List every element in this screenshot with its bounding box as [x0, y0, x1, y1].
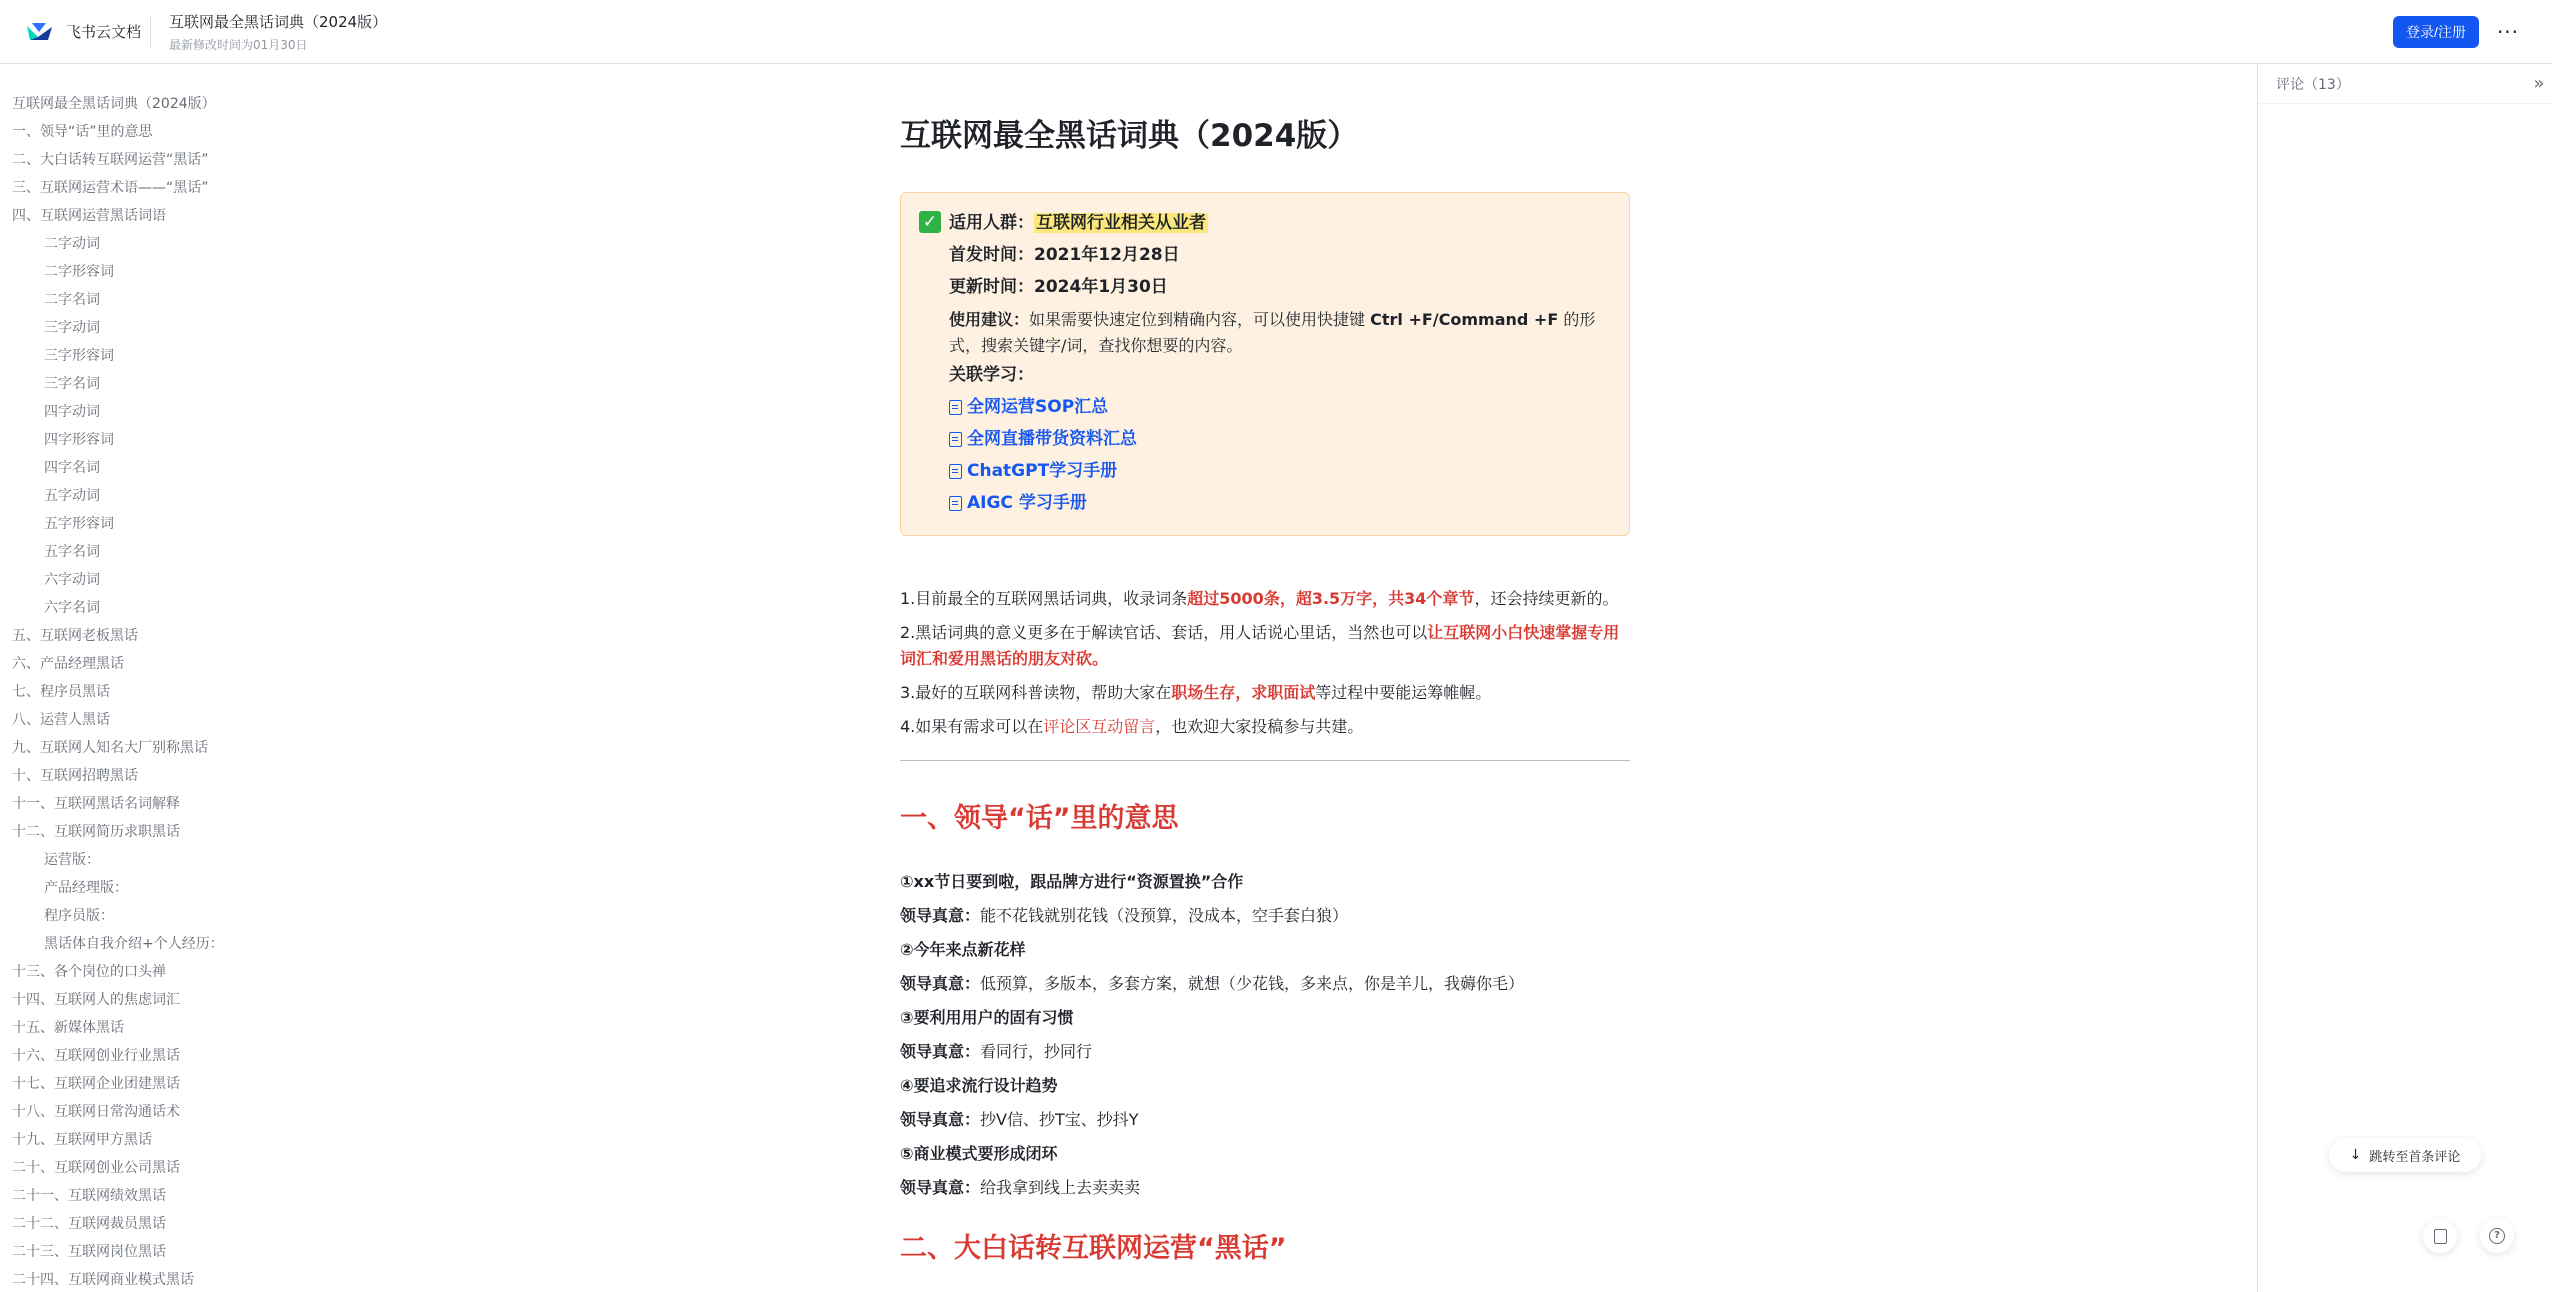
check-box-icon: ✓: [919, 211, 941, 233]
document-link-icon: [949, 496, 962, 511]
outline-item[interactable]: 运营版：: [44, 852, 100, 868]
qa-question: ①xx节日要到啦，跟品牌方进行“资源置换”合作: [900, 872, 1244, 891]
outline-item[interactable]: 五字形容词: [44, 516, 114, 532]
outline-item[interactable]: 五、互联网老板黑话: [12, 628, 138, 644]
outline-item[interactable]: 产品经理版：: [44, 880, 128, 896]
jump-to-first-comment-button[interactable]: [2329, 1138, 2481, 1172]
outline-item[interactable]: 一、领导“话”里的意思: [12, 124, 153, 140]
answer-label: 领导真意：: [900, 1110, 981, 1129]
intro-list: [900, 586, 1630, 740]
related-link-sop[interactable]: [921, 391, 1609, 423]
text: 3.最好的互联网科普读物，帮助大家在: [900, 683, 1172, 702]
top-header: [0, 0, 2552, 64]
outline-item[interactable]: 二字形容词: [44, 264, 114, 280]
outline-item[interactable]: 五字名词: [44, 544, 100, 560]
outline-item[interactable]: 十六、互联网创业行业黑话: [12, 1048, 180, 1064]
last-modified: 最新修改时间为01月30日: [169, 37, 308, 52]
outline-item[interactable]: 十一、互联网黑话名词解释: [12, 796, 180, 812]
document-body: [900, 100, 1630, 1269]
link-label: ChatGPT学习手册: [967, 461, 1118, 481]
outline-item[interactable]: 二十一、互联网绩效黑话: [12, 1188, 166, 1204]
section-heading-2: 二、大白话转互联网运营“黑话”: [900, 1233, 1287, 1264]
advice-keys: Ctrl +F/Command +F: [1370, 310, 1559, 329]
jump-label: 跳转至首条评论: [2369, 1149, 2461, 1165]
outline-item[interactable]: 二十、互联网创业公司黑话: [12, 1160, 180, 1176]
outline-item[interactable]: 三字动词: [44, 320, 100, 336]
emphasis: 评论区互动留言: [1043, 717, 1156, 736]
outline-item[interactable]: 六、产品经理黑话: [12, 656, 124, 672]
outline-item[interactable]: 六字动词: [44, 572, 100, 588]
answer-label: 领导真意：: [900, 1178, 981, 1197]
callout-audience: [921, 207, 1609, 239]
double-chevron-right-icon[interactable]: »: [2533, 72, 2545, 94]
info-callout: [900, 192, 1630, 536]
document-outline: [0, 90, 300, 1292]
help-button[interactable]: [2480, 1219, 2514, 1253]
document-link-icon: [949, 400, 962, 415]
qa-answer: [900, 903, 1630, 929]
outline-item[interactable]: 十四、互联网人的焦虑词汇: [12, 992, 180, 1008]
emphasis: 超过5000条，超3.5万字，共34个章节: [1187, 589, 1475, 608]
related-link-livestream[interactable]: [921, 423, 1609, 455]
outline-item[interactable]: 互联网最全黑话词典（2024版）: [12, 96, 216, 112]
outline-item[interactable]: 十五、新媒体黑话: [12, 1020, 124, 1036]
update-label: 更新时间：: [949, 277, 1034, 297]
outline-item[interactable]: 四字形容词: [44, 432, 114, 448]
outline-item[interactable]: 黑话体自我介绍+个人经历：: [44, 936, 224, 952]
qa-question: ②今年来点新花样: [900, 940, 1026, 959]
text: 等过程中要能运筹帷幄。: [1315, 683, 1492, 702]
doc-title: 互联网最全黑话词典（2024版）: [169, 12, 388, 31]
section-heading-1: 一、领导“话”里的意思: [900, 803, 1179, 834]
outline-item[interactable]: 四字名词: [44, 460, 100, 476]
document-link-icon: [949, 464, 962, 479]
brand-name: 飞书云文档: [66, 23, 142, 41]
qa-answer: [900, 1039, 1630, 1065]
outline-item[interactable]: 二、大白话转互联网运营“黑话”: [12, 152, 209, 168]
comments-title: 评论（13）: [2276, 76, 2350, 93]
outline-item[interactable]: 二十四、互联网商业模式黑话: [12, 1272, 194, 1288]
related-link-aigc[interactable]: [921, 487, 1609, 519]
intro-item-3: [900, 680, 1630, 706]
login-register-button[interactable]: 登录/注册: [2393, 16, 2479, 48]
first-value: 2021年12月28日: [1034, 245, 1180, 265]
outline-item[interactable]: 四字动词: [44, 404, 100, 420]
audience-value: 互联网行业相关从业者: [1036, 213, 1206, 233]
qa-answer: [900, 971, 1630, 997]
qa-answer: [900, 1175, 1630, 1201]
file-icon: [2434, 1229, 2447, 1244]
brand-area[interactable]: [0, 20, 150, 44]
qa-answer: [900, 1107, 1630, 1133]
outline-item[interactable]: 四、互联网运营黑话词语: [12, 208, 166, 224]
text: ，还会持续更新的。: [1474, 589, 1619, 608]
link-label: 全网运营SOP汇总: [967, 397, 1109, 417]
answer-text: 能不花钱就别花钱（没预算，没成本，空手套白狼）: [980, 906, 1349, 925]
emphasis: 让互联网小白快速掌握专用词汇和爱用黑话的朋友对砍。: [900, 623, 1620, 668]
outline-item[interactable]: 六字名词: [44, 600, 100, 616]
advice-label: 使用建议：: [949, 310, 1030, 329]
answer-label: 领导真意：: [900, 906, 981, 925]
answer-text: 给我拿到线上去卖卖卖: [980, 1178, 1141, 1197]
answer-text: 低预算，多版本，多套方案，就想（少花钱，多来点，你是羊儿，我薅你毛）: [980, 974, 1525, 993]
text: 1.目前最全的互联网黑话词典，收录词条: [900, 589, 1188, 608]
page-title: 互联网最全黑话词典（2024版）: [900, 118, 1359, 154]
outline-item[interactable]: 三字名词: [44, 376, 100, 392]
outline-item[interactable]: 二十二、互联网裁员黑话: [12, 1216, 166, 1232]
advice-text-2: 的形式，搜索关键字/词，查找你想要的内容。: [949, 310, 1596, 355]
intro-item-2: [900, 620, 1630, 672]
text: 2.黑话词典的意义更多在于解读官话、套话，用人话说心里话，当然也可以: [900, 623, 1428, 642]
outline-item[interactable]: 十七、互联网企业团建黑话: [12, 1076, 180, 1092]
answer-label: 领导真意：: [900, 974, 981, 993]
comments-panel: [2257, 64, 2552, 1292]
help-icon: ?: [2489, 1228, 2505, 1244]
outline-item[interactable]: 程序员版：: [44, 908, 114, 924]
outline-item[interactable]: 三、互联网运营术语——“黑话”: [12, 180, 209, 196]
outline-item[interactable]: 九、互联网人知名大厂别称黑话: [12, 740, 208, 756]
outline-item[interactable]: 十二、互联网简历求职黑话: [12, 824, 180, 840]
audience-label: 适用人群：: [949, 213, 1034, 233]
update-value: 2024年1月30日: [1034, 277, 1168, 297]
outline-item[interactable]: 二字动词: [44, 236, 100, 252]
outline-item[interactable]: 十八、互联网日常沟通话术: [12, 1104, 180, 1120]
text: ，也欢迎大家投稿参与共建。: [1155, 717, 1364, 736]
document-link-icon: [949, 432, 962, 447]
qa-question: ④要追求流行设计趋势: [900, 1076, 1058, 1095]
link-label: 全网直播带货资料汇总: [967, 429, 1137, 449]
answer-label: 领导真意：: [900, 1042, 981, 1061]
callout-advice: [921, 307, 1609, 359]
intro-item-4: [900, 714, 1630, 740]
file-icon-button[interactable]: [2423, 1219, 2457, 1253]
advice-text-1: 如果需要快速定位到精确内容，可以使用快捷键: [1029, 310, 1371, 329]
first-label: 首发时间：: [949, 245, 1034, 265]
outline-item[interactable]: 十三、各个岗位的口头禅: [12, 964, 166, 980]
related-label: 关联学习：: [949, 365, 1034, 385]
outline-item[interactable]: 十九、互联网甲方黑话: [12, 1132, 152, 1148]
divider: [900, 760, 1630, 761]
outline-item[interactable]: 二十三、互联网岗位黑话: [12, 1244, 166, 1260]
outline-item[interactable]: 三字形容词: [44, 348, 114, 364]
arrow-down-icon: ↓: [2349, 1147, 2362, 1163]
outline-item[interactable]: 八、运营人黑话: [12, 712, 110, 728]
header-divider: [150, 16, 151, 48]
callout-first-published: [921, 239, 1609, 271]
comments-header: [2258, 64, 2552, 104]
answer-text: 看同行，抄同行: [980, 1042, 1093, 1061]
qa-question: ⑤商业模式要形成闭环: [900, 1144, 1058, 1163]
outline-item[interactable]: 二字名词: [44, 292, 100, 308]
link-label: AIGC 学习手册: [967, 493, 1087, 513]
outline-item[interactable]: 十、互联网招聘黑话: [12, 768, 138, 784]
related-link-chatgpt[interactable]: [921, 455, 1609, 487]
callout-related: [921, 359, 1609, 391]
doc-title-block: [169, 11, 387, 53]
text: 4.如果有需求可以在: [900, 717, 1044, 736]
emphasis: 职场生存，求职面试: [1171, 683, 1316, 702]
feishu-logo-icon: [24, 20, 54, 44]
qa-question: ③要利用用户的固有习惯: [900, 1008, 1074, 1027]
outline-item[interactable]: 七、程序员黑话: [12, 684, 110, 700]
intro-item-1: [900, 586, 1630, 612]
callout-updated: [921, 271, 1609, 303]
outline-item[interactable]: 五字动词: [44, 488, 100, 504]
answer-text: 抄V信、抄T宝、抄抖Y: [980, 1110, 1139, 1129]
qa-list: [900, 869, 1630, 1201]
more-options-icon[interactable]: ···: [2496, 20, 2520, 44]
